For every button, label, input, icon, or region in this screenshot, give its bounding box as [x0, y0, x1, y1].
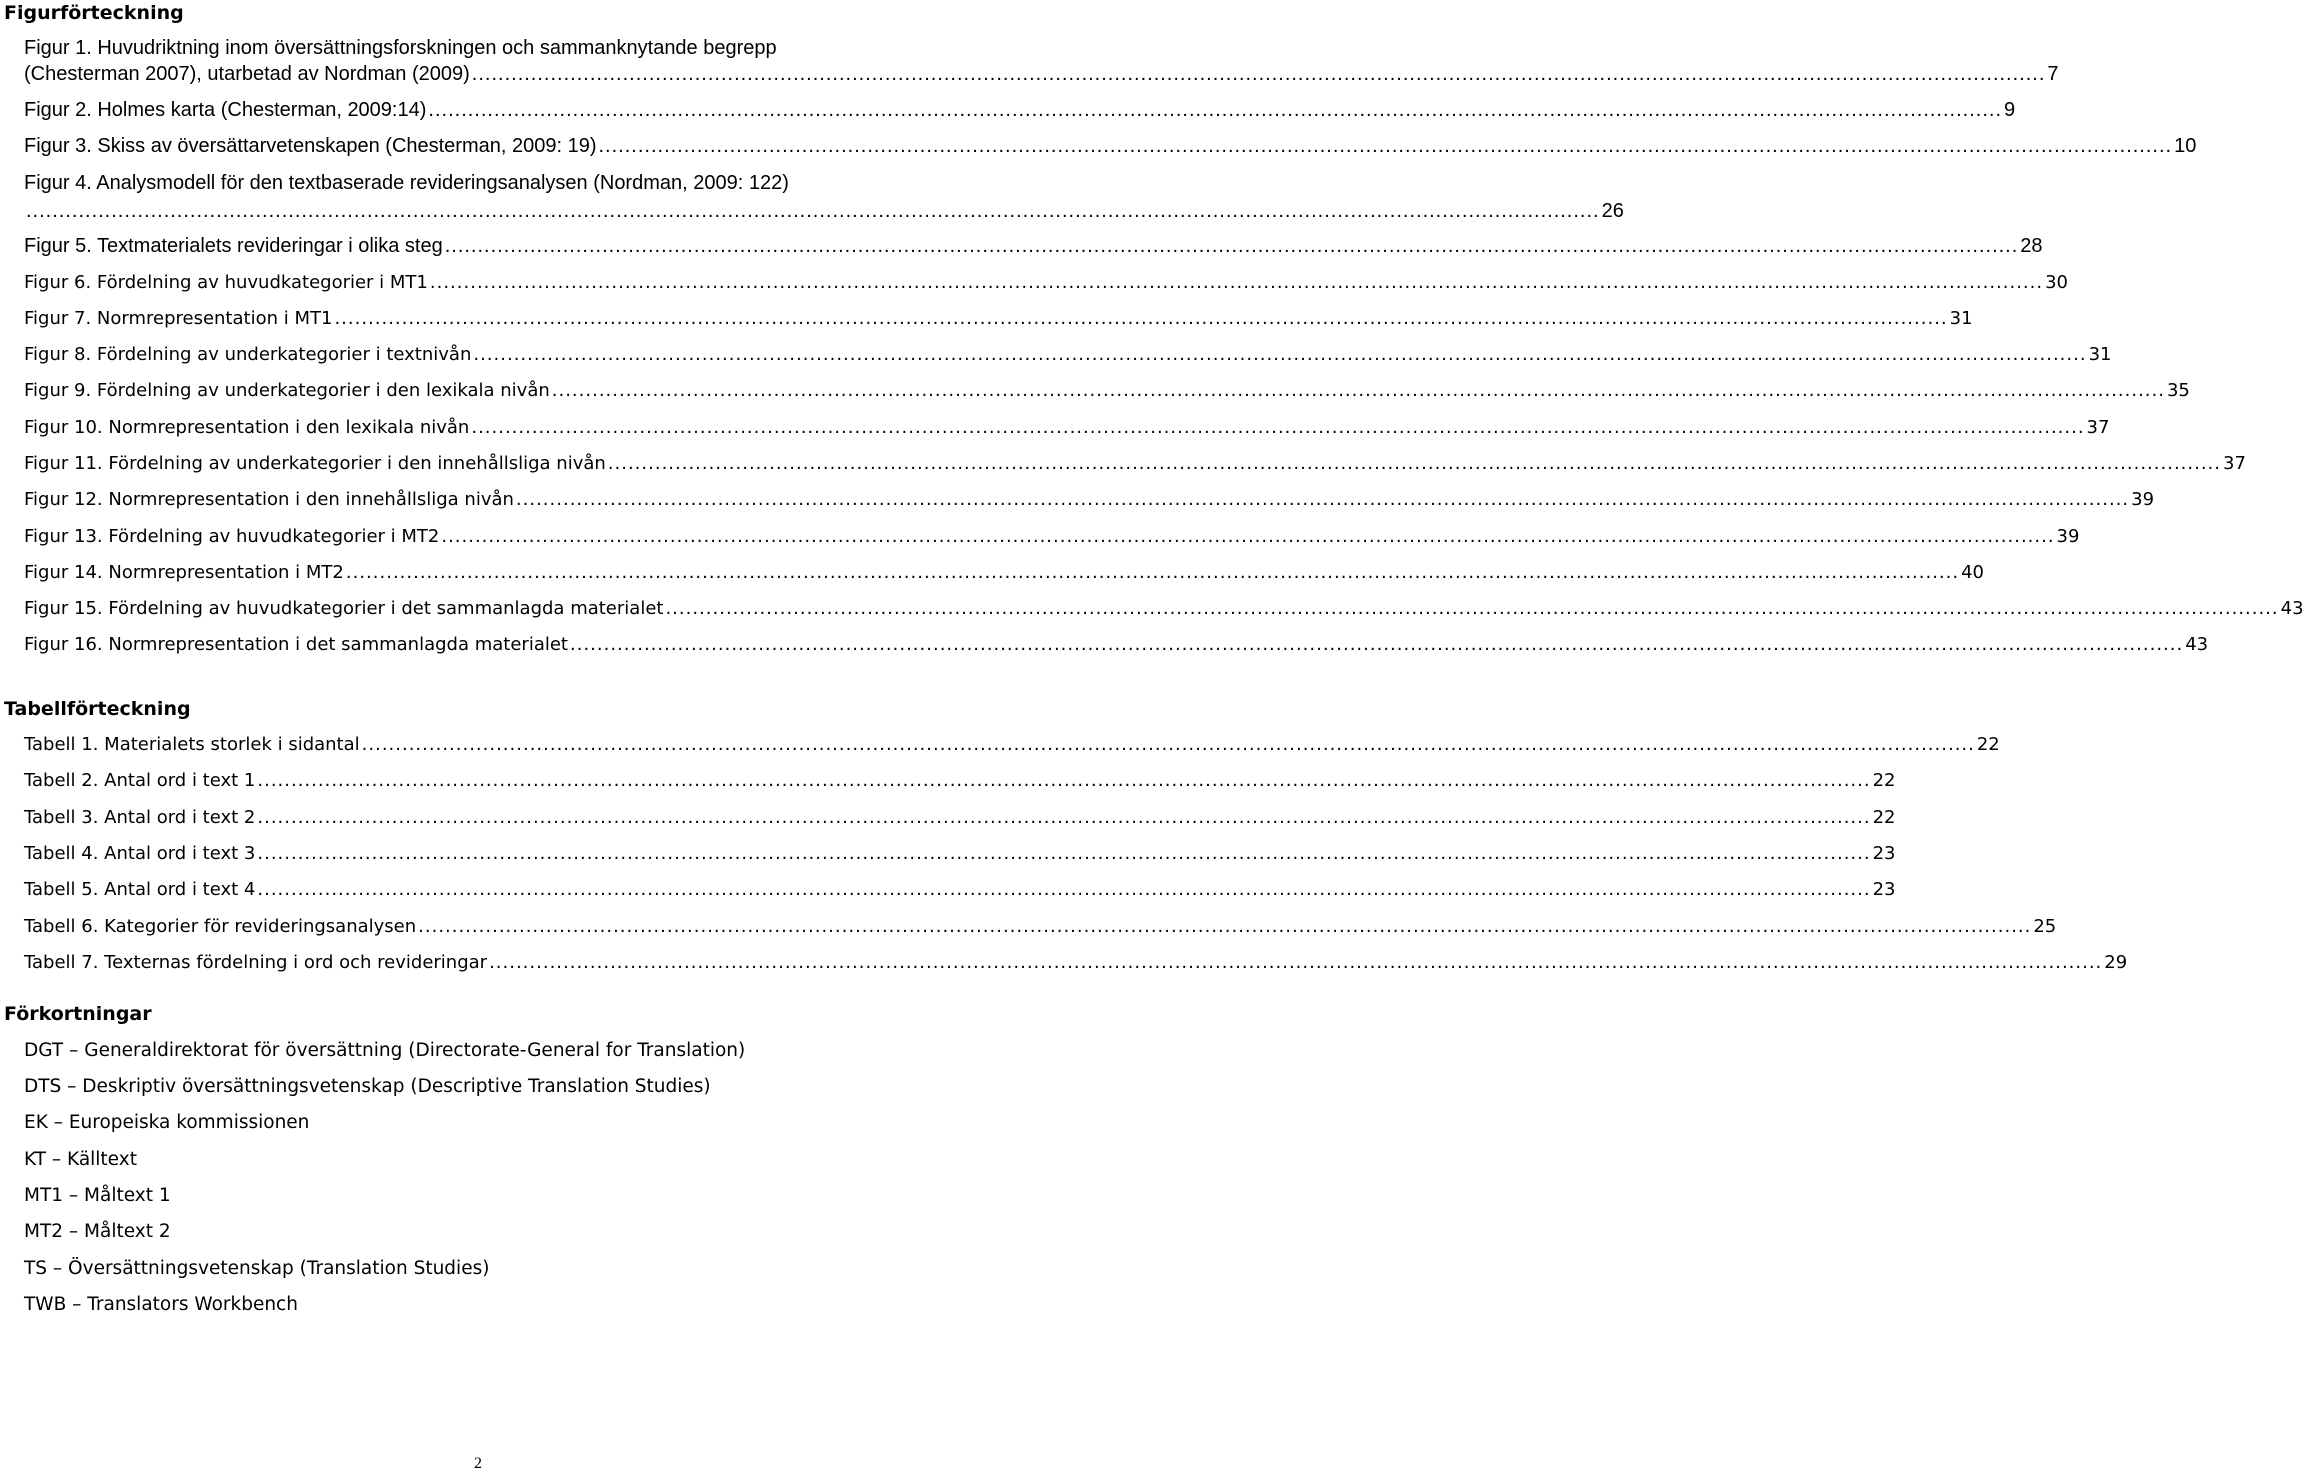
abbreviation-item: TS – Översättningsvetenskap (Translation Studies) — [24, 1258, 490, 1279]
toc-entry-page: 22 — [1872, 807, 1896, 828]
toc-entry-page: 26 — [1601, 200, 1624, 222]
dot-leader — [608, 453, 2221, 474]
toc-entry-figure-3[interactable] — [24, 135, 2197, 161]
dot-leader — [257, 770, 1870, 791]
toc-entry-page: 29 — [2104, 952, 2128, 973]
toc-entry-title: Figur 9. Fördelning av underkategorier i den lexikala nivån — [24, 380, 550, 401]
dot-leader — [473, 344, 2086, 365]
toc-entry-page: 9 — [2004, 99, 2016, 121]
dot-leader — [257, 843, 1870, 864]
abbreviation-item: DGT – Generaldirektorat för översättning (Directorate-General for Translation) — [24, 1040, 746, 1061]
toc-entry-title: Tabell 1. Materialets storlek i sidantal — [24, 734, 360, 755]
toc-entry-figure-12[interactable] — [24, 489, 2155, 515]
toc-entry-title: Figur 5. Textmaterialets revideringar i olika steg — [24, 235, 443, 257]
toc-entry-title: Tabell 6. Kategorier för revideringsanalysen — [24, 916, 417, 937]
toc-entry-page: 30 — [2045, 272, 2068, 293]
toc-entry-page: 43 — [2280, 598, 2304, 619]
dot-leader — [472, 63, 2046, 86]
dot-leader — [26, 200, 1600, 223]
toc-entry-page: 43 — [2185, 634, 2209, 655]
dot-leader — [599, 135, 2173, 158]
toc-entry-figure-4-line1[interactable] — [24, 172, 962, 195]
dot-leader — [362, 734, 1975, 755]
toc-entry-title: Figur 15. Fördelning av huvudkategorier i det sammanlagda materialet — [24, 598, 664, 619]
toc-entry-figure-8[interactable] — [24, 344, 2112, 370]
toc-entry-title: Figur 7. Normrepresentation i MT1 — [24, 308, 333, 329]
toc-entry-table-6[interactable] — [24, 916, 2057, 942]
toc-entry-table-3[interactable] — [24, 807, 1896, 833]
page-number: 2 — [474, 1455, 482, 1472]
toc-entry-title: Figur 1. Huvudriktning inom översättningsforskningen och sammanknytande begrepp — [24, 37, 777, 59]
dot-leader — [428, 99, 2002, 122]
dot-leader — [346, 562, 1959, 583]
toc-entry-page: 22 — [1976, 734, 2000, 755]
toc-entry-figure-9[interactable] — [24, 380, 2190, 406]
toc-entry-page: 23 — [1872, 879, 1896, 900]
toc-entry-page: 39 — [2131, 489, 2155, 510]
dot-leader — [334, 308, 1947, 329]
toc-entry-title: Figur 16. Normrepresentation i det sammanlagda materialet — [24, 634, 568, 655]
toc-entry-figure-2[interactable] — [24, 99, 2016, 125]
toc-entry-page: 31 — [2088, 344, 2112, 365]
toc-entry-page: 23 — [1872, 843, 1896, 864]
toc-entry-figure-4-line2[interactable] — [24, 200, 1624, 226]
toc-entry-page: 22 — [1872, 770, 1896, 791]
toc-entry-figure-11[interactable] — [24, 453, 2246, 479]
toc-entry-page: 37 — [2223, 453, 2246, 474]
toc-entry-title: Tabell 7. Texternas fördelning i ord och revideringar — [24, 952, 488, 973]
toc-entry-figure-1-line1[interactable] — [24, 37, 962, 60]
toc-entry-title: Figur 6. Fördelning av huvudkategorier i MT1 — [24, 272, 428, 293]
toc-entry-title: Figur 13. Fördelning av huvudkategorier i MT2 — [24, 526, 440, 547]
toc-entry-page: 39 — [2056, 526, 2080, 547]
abbreviation-item: TWB – Translators Workbench — [24, 1294, 298, 1315]
toc-entry-table-7[interactable] — [24, 952, 2128, 978]
toc-entry-title: Figur 8. Fördelning av underkategorier i textnivån — [24, 344, 472, 365]
abbreviation-item: MT2 – Måltext 2 — [24, 1221, 171, 1242]
toc-entry-title: Tabell 2. Antal ord i text 1 — [24, 770, 256, 791]
abbreviation-item: EK – Europeiska kommissionen — [24, 1112, 310, 1133]
toc-entry-title: Figur 14. Normrepresentation i MT2 — [24, 562, 344, 583]
toc-entry-figure-6[interactable] — [24, 272, 2068, 298]
toc-entry-figure-16[interactable] — [24, 634, 2209, 660]
toc-entry-title: Figur 10. Normrepresentation i den lexikala nivån — [24, 417, 470, 438]
dot-leader — [570, 634, 2183, 655]
dot-leader — [665, 598, 2278, 619]
toc-entry-figure-15[interactable] — [24, 598, 2304, 624]
dot-leader — [489, 952, 2102, 973]
dot-leader — [430, 272, 2043, 293]
dot-leader — [552, 380, 2165, 401]
toc-entry-table-1[interactable] — [24, 734, 2000, 760]
toc-entry-title: Figur 4. Analysmodell för den textbaserade revideringsanalysen (Nordman, 2009: 122) — [24, 172, 789, 194]
toc-entry-title: (Chesterman 2007), utarbetad av Nordman (2009) — [24, 63, 470, 85]
abbreviation-item: MT1 – Måltext 1 — [24, 1185, 171, 1206]
dot-leader — [257, 879, 1870, 900]
toc-entry-title: Figur 3. Skiss av översättarvetenskapen (Chesterman, 2009: 19) — [24, 135, 597, 157]
toc-entry-title: Tabell 4. Antal ord i text 3 — [24, 843, 256, 864]
dot-leader — [441, 526, 2054, 547]
toc-entry-figure-7[interactable] — [24, 308, 1973, 334]
toc-entry-title: Figur 11. Fördelning av underkategorier i den innehållsliga nivån — [24, 453, 606, 474]
toc-entry-figure-5[interactable] — [24, 235, 2043, 261]
toc-entry-page: 25 — [2033, 916, 2057, 937]
abbreviation-item: DTS – Deskriptiv översättningsvetenskap (Descriptive Translation Studies) — [24, 1076, 711, 1097]
toc-entry-page: 10 — [2174, 135, 2197, 157]
toc-entry-page: 35 — [2166, 380, 2190, 401]
toc-entry-table-4[interactable] — [24, 843, 1896, 869]
toc-entry-table-5[interactable] — [24, 879, 1896, 905]
abbreviation-item: KT – Källtext — [24, 1149, 137, 1170]
toc-entry-page: 28 — [2020, 235, 2043, 257]
toc-entry-page: 7 — [2047, 63, 2059, 85]
toc-entry-page: 37 — [2086, 417, 2110, 438]
dot-leader — [471, 417, 2084, 438]
tables-heading: Tabellförteckning — [4, 698, 191, 720]
toc-entry-title: Tabell 3. Antal ord i text 2 — [24, 807, 256, 828]
dot-leader — [418, 916, 2031, 937]
figures-heading: Figurförteckning — [4, 2, 184, 24]
toc-entry-title: Figur 2. Holmes karta (Chesterman, 2009:14) — [24, 99, 427, 121]
toc-entry-title: Figur 12. Normrepresentation i den innehållsliga nivån — [24, 489, 514, 510]
abbreviations-heading: Förkortningar — [4, 1003, 152, 1025]
dot-leader — [445, 235, 2019, 258]
toc-entry-page: 31 — [1949, 308, 1973, 329]
toc-entry-figure-1-line2[interactable] — [24, 63, 2059, 89]
dot-leader — [257, 807, 1870, 828]
toc-entry-title: Tabell 5. Antal ord i text 4 — [24, 879, 256, 900]
dot-leader — [516, 489, 2129, 510]
toc-entry-figure-10[interactable] — [24, 417, 2110, 443]
toc-entry-figure-14[interactable] — [24, 562, 1984, 588]
toc-entry-figure-13[interactable] — [24, 526, 2080, 552]
toc-entry-page: 40 — [1961, 562, 1984, 583]
toc-entry-table-2[interactable] — [24, 770, 1896, 796]
